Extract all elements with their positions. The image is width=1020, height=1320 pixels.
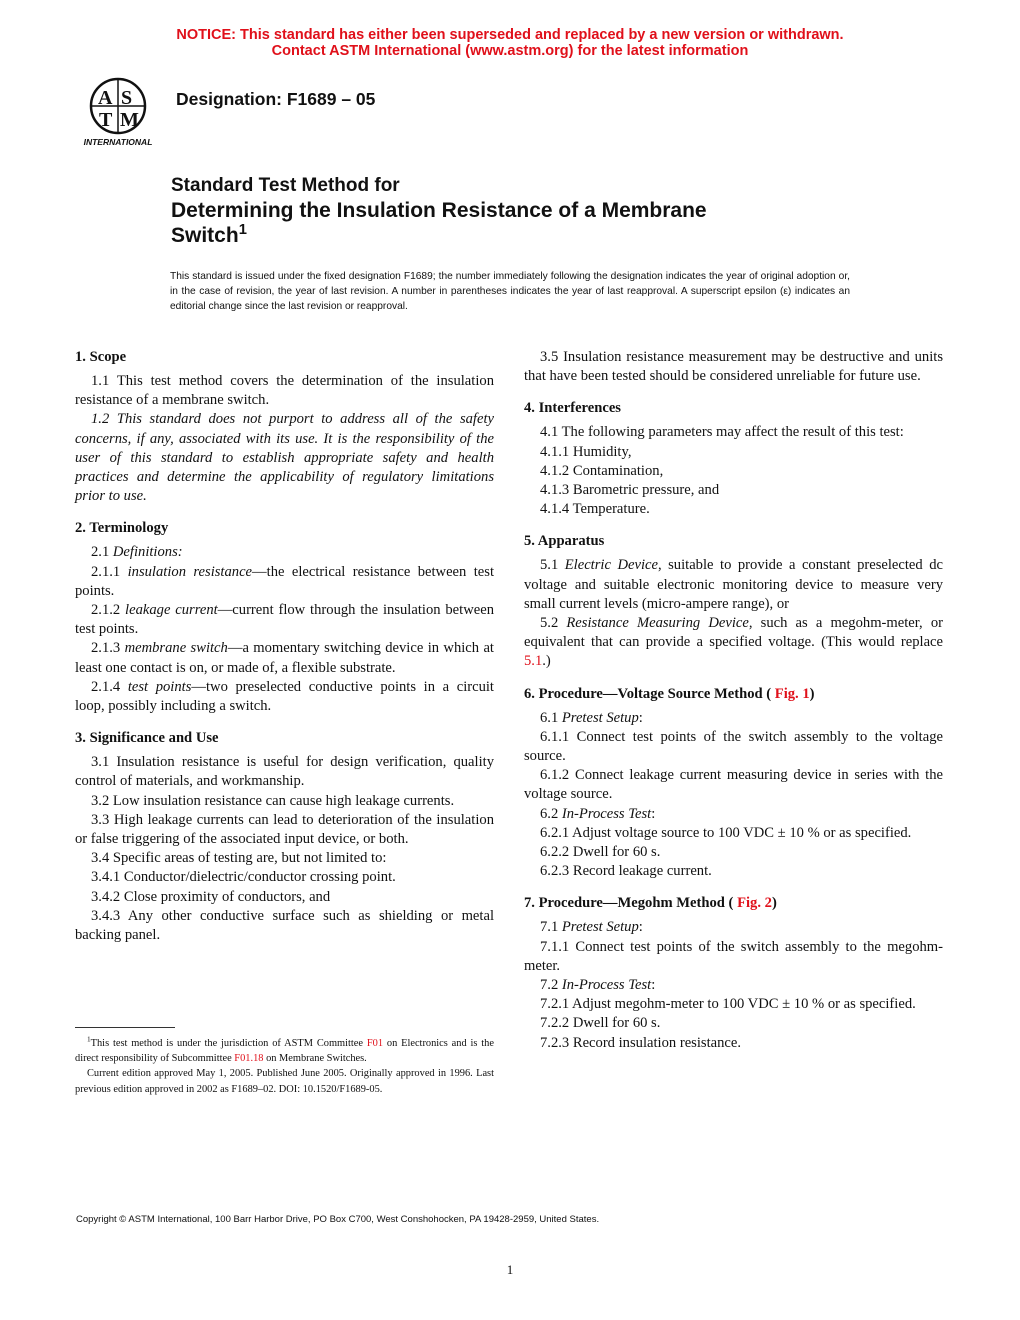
para-3-3: 3.3 High leakage currents can lead to deterioration of the insulation or false triggering of the associated input device, or both. [75,811,494,848]
notice-line-1: NOTICE: This standard has either been superseded and replaced by a new version or withdrawn. [176,27,844,43]
para-2-1 [75,543,494,562]
committee-f01-link[interactable]: F01 [366,1038,384,1049]
title-line-3-text: Switch [171,224,239,247]
para-1-2 [75,410,494,506]
para-6-1-num: 6.1 [540,709,562,726]
designation: Designation: F1689 – 05 [176,89,376,109]
para-2-1-3-term: membrane switch [124,640,228,657]
para-6-1-term: Pretest Setup [561,709,639,726]
para-7-2-num: 7.2 [540,977,562,994]
footnote-1-mark: 1 [87,1035,91,1044]
para-7-1-colon: : [638,919,643,936]
footnote-1-text-a: This test method is under the jurisdiction of ASTM Committee [90,1038,367,1049]
para-6-2-term: In-Process Test [561,805,652,822]
para-2-1-1-term: insulation resistance [127,563,253,580]
para-6-2-3: 6.2.3 Record leakage current. [540,863,712,880]
para-6-2-2: 6.2.2 Dwell for 60 s. [540,844,661,861]
section-heading-terminology: 2. Terminology [75,520,169,537]
logo-letter-t: T [99,109,113,131]
para-4-1: 4.1 The following parameters may affect the result of this test: [540,424,904,441]
para-2-1-2-term: leakage current [125,602,218,619]
para-6-1-colon: : [638,709,643,726]
footnote-1 [75,1036,494,1066]
para-6-2-1: 6.2.1 Adjust voltage source to 100 VDC ± 10 % or as specified. [540,824,912,841]
para-1-1: 1.1 This test method covers the determination of the insulation resistance of a membrane switch. [75,373,494,409]
logo-letter-m: M [120,109,139,131]
para-6-2 [524,805,943,824]
para-2-1-2 [75,601,494,639]
para-5-2-text: , such as a megohm-meter, or equivalent that can provide a specified voltage. (This would replace [524,615,943,651]
section-7-title: 7. Procedure—Megohm Method ( [524,895,734,912]
para-2-1-num: 2.1 [91,544,113,561]
section-heading-significance: 3. Significance and Use [75,730,219,747]
para-2-1-1-num: 2.1.1 [91,563,128,580]
preamble: This standard is issued under the fixed designation F1689; the number immediately following the designation indicates the year of original adoption or, in the case of revision, the year of last revision. A number in parentheses indicates the year of last reapproval. A superscript epsilon (ε) indicates an editorial change since the last revision or reapproval. [170,271,850,313]
para-5-2-num: 5.2 [540,615,567,632]
section-7-title-end: ) [771,895,777,912]
para-2-1-2-num: 2.1.2 [91,602,126,619]
para-3-2: 3.2 Low insulation resistance can cause high leakage currents. [91,792,455,809]
para-2-1-4 [75,678,494,716]
para-7-2-3: 7.2.3 Record insulation resistance. [540,1034,742,1051]
subcommittee-f01-18-link[interactable]: F01.18 [234,1053,264,1065]
para-2-1-3-num: 2.1.3 [91,640,125,657]
title-line-2-text: Determining the Insulation Resistance of a Membrane [171,199,707,222]
para-3-4-2: 3.4.2 Close proximity of conductors, and [91,888,331,905]
para-6-1-2: 6.1.2 Connect leakage current measuring device in series with the voltage source. [524,767,943,803]
para-6-1-1: 6.1.1 Connect test points of the switch assembly to the voltage source. [524,728,943,765]
superseded-notice [0,27,1020,59]
para-2-1-3-def: —a momentary switching device in which at least one contact is on, or made of, a flexible substrate. [75,640,494,676]
section-heading-apparatus: 5. Apparatus [524,533,605,550]
para-4-1-4: 4.1.4 Temperature. [540,501,650,518]
section-heading-scope: 1. Scope [75,349,127,365]
para-2-1-4-def: —two preselected conductive points in a circuit loop, possibly including a switch. [75,678,494,715]
para-5-1-num: 5.1 [540,557,565,574]
left-column [75,346,494,945]
title-line-1: Standard Test Method for [171,175,400,196]
section-heading-voltage-method [524,685,943,704]
para-3-4-3: 3.4.3 Any other conductive surface such as shielding or metal backing panel. [75,907,494,944]
para-4-1-2: 4.1.2 Contamination, [540,462,664,479]
para-2-1-4-term: test points [127,678,192,695]
para-3-4: 3.4 Specific areas of testing are, but not limited to: [91,850,387,867]
footnote-1-text-b: on Electronics and is the direct responsibility of Subcommittee [75,1038,494,1065]
para-4-1-3: 4.1.3 Barometric pressure, and [540,482,720,499]
para-3-1: 3.1 Insulation resistance is useful for design verification, quality control of materials, and workmanship. [75,754,494,790]
para-5-2-end: .) [542,653,551,670]
para-7-1 [524,918,943,937]
para-7-1-num: 7.1 [540,919,562,936]
para-2-1-3 [75,639,494,677]
page-number: 1 [506,1262,514,1277]
para-1-2-text: 1.2 This standard does not purport to address all of the safety concerns, if any, associated with its use. It is the responsibility of the user of this standard to establish appropriate safety and health practices and determine the applicability of regulatory limitations prior to use. [75,411,494,505]
para-3-5: 3.5 Insulation resistance measurement may be destructive and units that have been tested should be considered unreliable for future use. [524,349,943,385]
logo-letter-s: S [121,87,133,109]
section-5-1-link[interactable]: 5.1 [524,653,543,670]
para-5-1-text: , suitable to provide a constant preselected dc voltage and suitable electronic monitoring device to measure very small current levels (micro-ampere range), or [524,557,943,612]
section-heading-interferences: 4. Interferences [524,400,621,417]
para-4-1-1: 4.1.1 Humidity, [540,443,632,460]
document-title [171,174,871,248]
para-7-2-term: In-Process Test [561,977,652,994]
para-5-2-term: Resistance Measuring Device [566,615,749,632]
copyright-line: Copyright © ASTM International, 100 Barr Harbor Drive, PO Box C700, West Conshohocken, PA 19428-2959, United States. [76,1214,600,1225]
para-7-1-1: 7.1.1 Connect test points of the switch assembly to the megohm-meter. [524,938,943,974]
logo-caption: INTERNATIONAL [83,137,153,147]
footnote-divider [75,1027,175,1028]
para-7-2-2: 7.2.2 Dwell for 60 s. [540,1015,661,1032]
para-5-1 [524,556,943,614]
para-2-1-2-def: —current flow through the insulation between test points. [75,602,495,638]
para-5-2 [524,614,943,672]
section-heading-megohm-method [524,894,943,913]
astm-logo-mark [76,76,160,148]
para-2-1-4-num: 2.1.4 [91,678,128,695]
para-3-4-1: 3.4.1 Conductor/dielectric/conductor crossing point. [91,869,396,886]
astm-logo [76,76,160,148]
logo-letter-a: A [98,87,113,109]
para-6-1 [524,709,943,728]
footnotes [75,1036,494,1097]
section-6-title-end: ) [809,685,815,702]
para-7-2 [524,976,943,995]
footnote-edition: Current edition approved May 1, 2005. Published June 2005. Originally approved in 1996. Last previous edition approved in 2002 as F1689–02. DOI: 10.1520/F1689-05. [75,1068,494,1095]
title-line-3 [171,223,871,248]
footnote-1-text-c: on Membrane Switches. [263,1053,367,1065]
para-2-1-term: Definitions: [112,544,183,561]
section-6-title: 6. Procedure—Voltage Source Method ( [524,685,772,702]
para-7-2-1: 7.2.1 Adjust megohm-meter to 100 VDC ± 10 % or as specified. [540,996,916,1013]
para-7-1-term: Pretest Setup [561,919,639,936]
para-2-1-1-def: —the electrical resistance between test points. [75,563,495,599]
para-2-1-1 [75,563,494,601]
fig-1-link[interactable]: Fig. 1 [771,685,810,702]
fig-2-link[interactable]: Fig. 2 [733,895,772,912]
title-line-2 [171,198,871,248]
para-7-2-colon: : [651,977,656,994]
para-5-1-term: Electric Device [564,557,658,574]
title-footnote-mark: 1 [238,222,247,238]
para-6-2-num: 6.2 [540,805,562,822]
para-6-2-colon: : [651,805,656,822]
notice-line-2: Contact ASTM International (www.astm.org) for the latest information [271,43,749,59]
right-column [524,346,943,1053]
